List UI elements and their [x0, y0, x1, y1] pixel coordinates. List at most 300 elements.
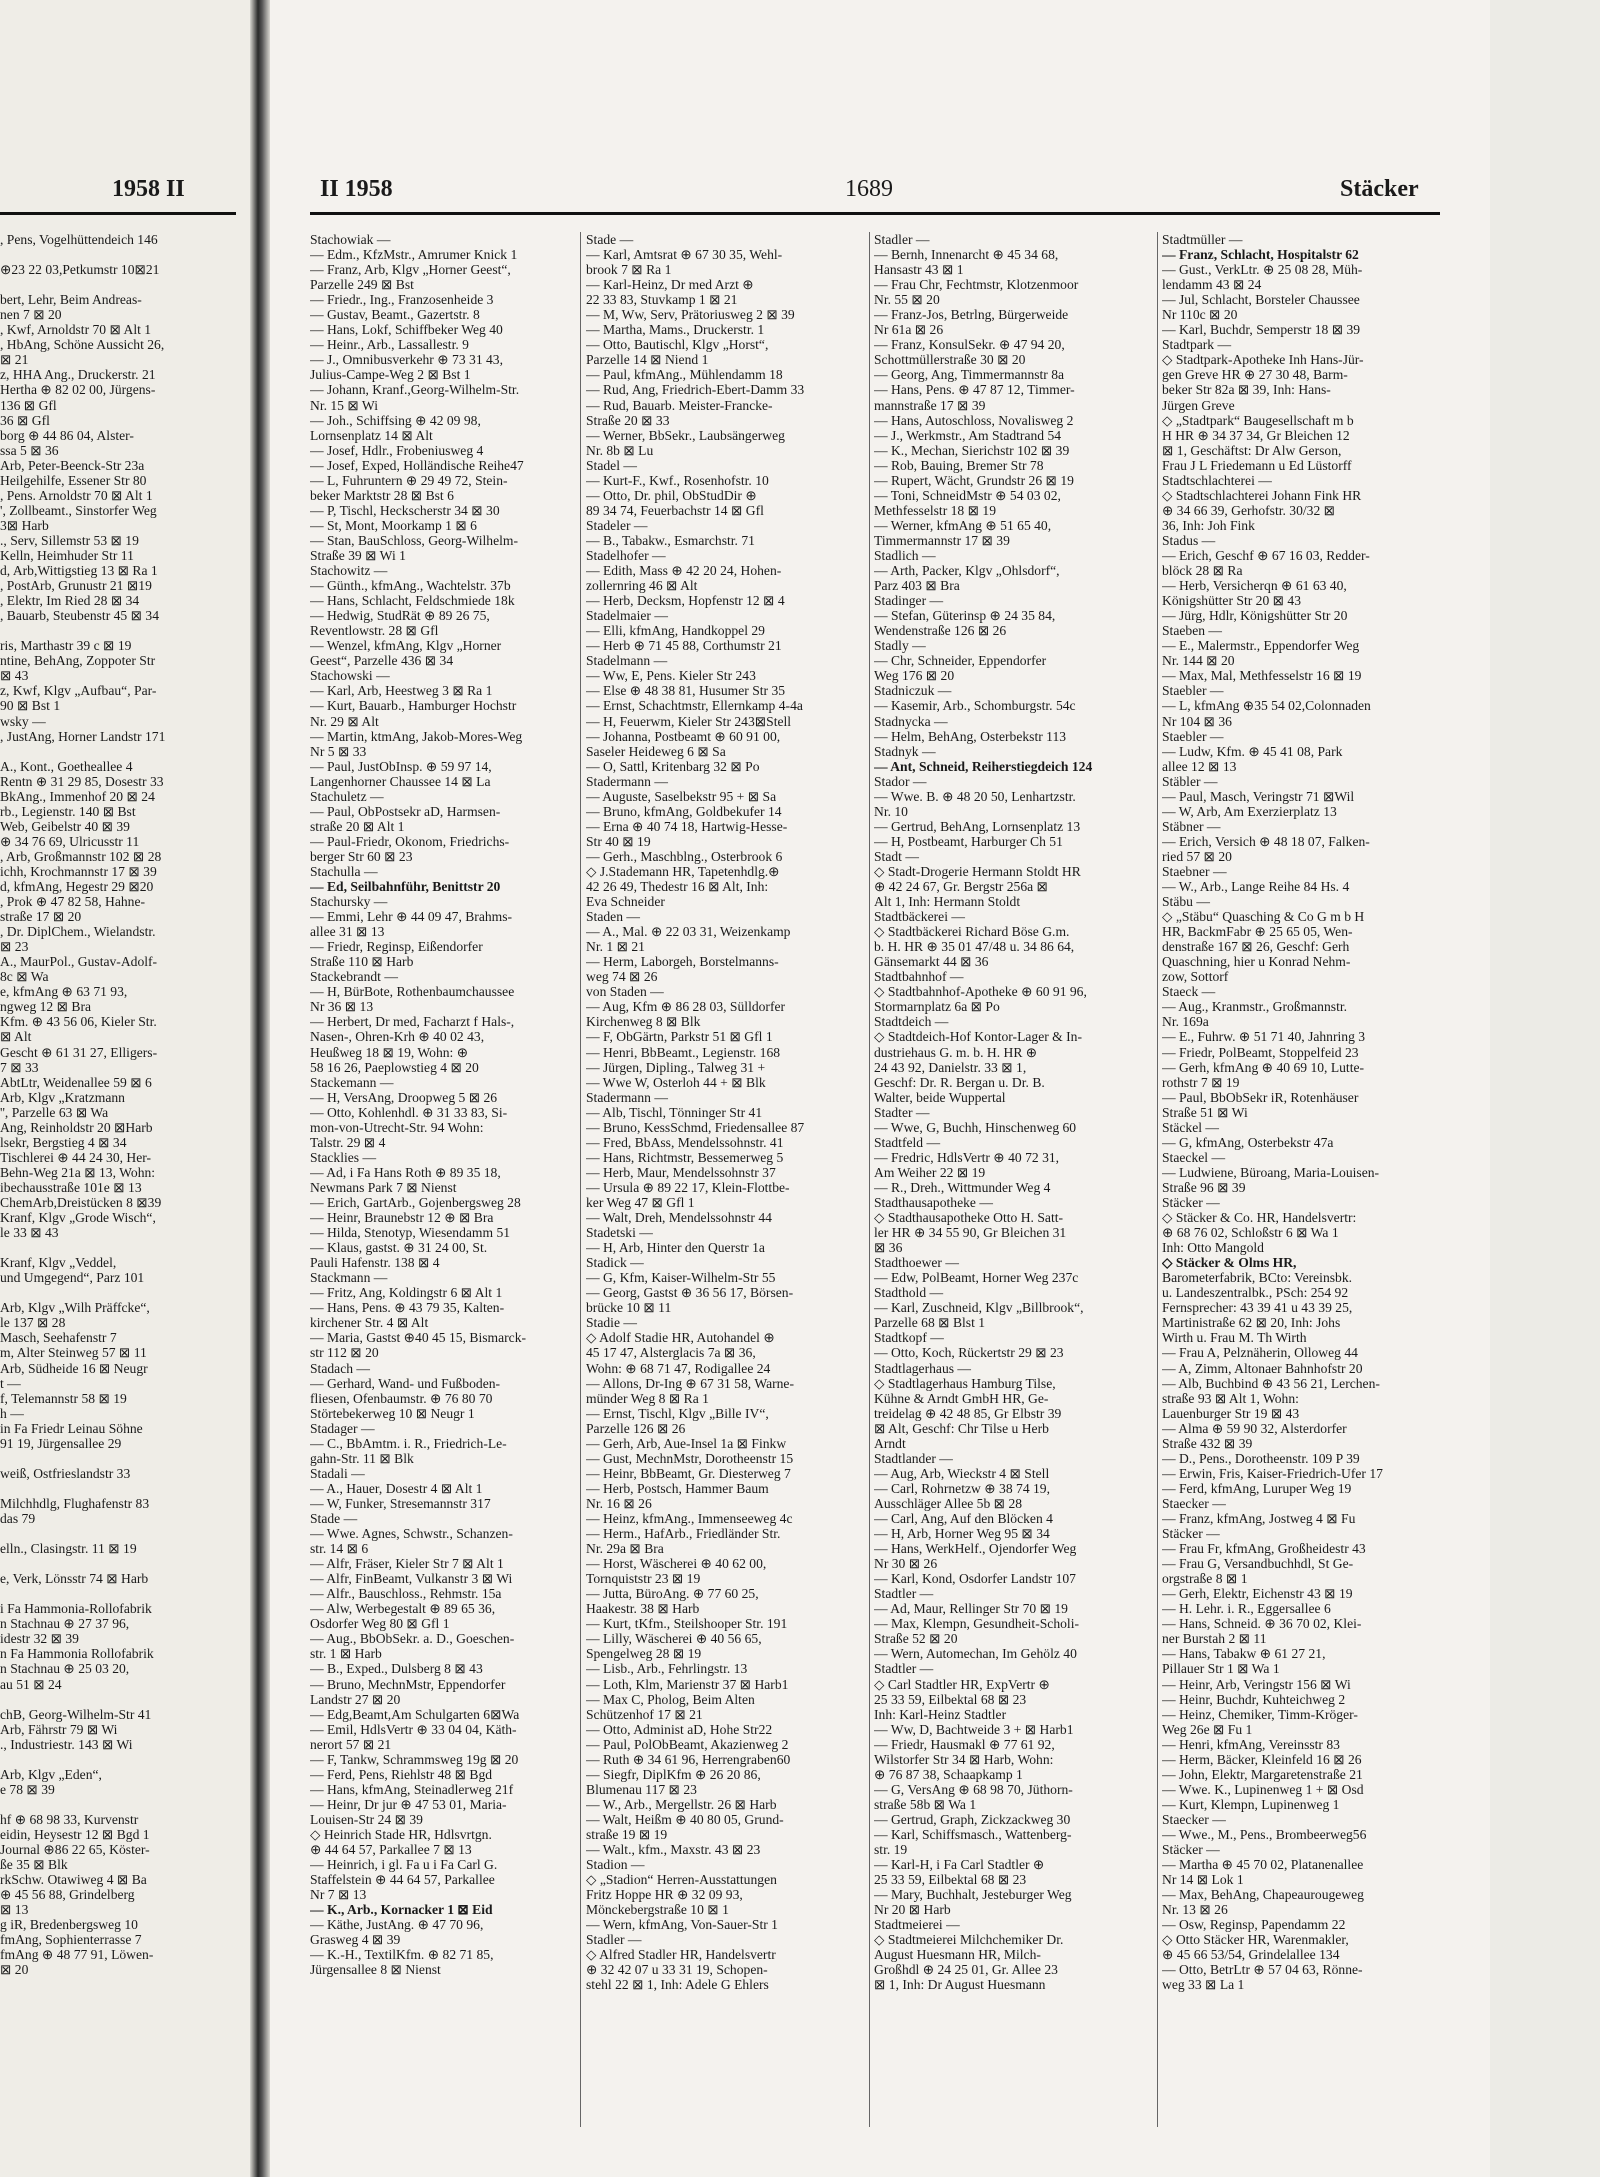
- directory-line: — Paul-Friedr, Okonom, Friedrichs-: [310, 833, 510, 849]
- directory-line: — Alb, Tischl, Tönninger Str 41: [586, 1104, 763, 1120]
- directory-line: dustriehaus G. m. b. H. HR ⊕: [874, 1044, 1038, 1060]
- directory-line: , Dr. DiplChem., Wielandstr.: [0, 924, 156, 940]
- directory-line: beker Str 82a ⊠ 39, Inh: Hans-: [1162, 382, 1331, 398]
- directory-line: Stäcker —: [1162, 1842, 1220, 1858]
- directory-line: — Wwe, G, Buchh, Hinschenweg 60: [874, 1119, 1077, 1135]
- directory-line: ⊠ 20: [0, 1962, 29, 1978]
- directory-line: — Hans, Schneid. ⊕ 36 70 02, Klei-: [1162, 1616, 1362, 1632]
- directory-line: gen Greve HR ⊕ 27 30 48, Barm-: [1162, 367, 1348, 383]
- directory-line: Nr. 29a ⊠ Bra: [586, 1541, 664, 1557]
- directory-line: e, kfmAng ⊕ 63 71 93,: [0, 984, 128, 1000]
- directory-line: ⊕ 34 66 39, Gerhofstr. 30/32 ⊠: [1162, 502, 1336, 518]
- directory-line: Martinistraße 62 ⊠ 20, Inh: Johs: [1162, 1315, 1341, 1331]
- directory-line: straße 58b ⊠ Wa 1: [874, 1796, 977, 1812]
- directory-line: , Arb, Großmannstr 102 ⊠ 28: [0, 848, 162, 864]
- directory-line: Stadtlagerhaus —: [874, 1360, 972, 1376]
- directory-line: Wohn: ⊕ 68 71 47, Rodigallee 24: [586, 1360, 771, 1376]
- directory-line: — Franz, Schlacht, Hospitalstr 62: [1162, 247, 1359, 263]
- directory-line: lsekr, Bergstieg 4 ⊠ 34: [0, 1134, 127, 1150]
- directory-line: [0, 1797, 236, 1812]
- directory-line: BkAng., Immenhof 20 ⊠ 24: [0, 788, 155, 804]
- directory-line: Staeck —: [1162, 984, 1216, 1000]
- directory-line: — W, Funker, Stresemannstr 317: [310, 1495, 491, 1511]
- directory-line: 36, Inh: Joh Fink: [1162, 517, 1255, 533]
- directory-line: Schützenhof 17 ⊠ 21: [586, 1706, 703, 1722]
- directory-line: — H. Lehr. i. R., Eggersallee 6: [1162, 1601, 1331, 1617]
- directory-line: — Gust, MechnMstr, Dorotheenstr 15: [586, 1450, 794, 1466]
- directory-line: Nr. 15 ⊠ Wi: [310, 397, 378, 413]
- directory-line: — Erich, Versich ⊕ 48 18 07, Falken-: [1162, 833, 1370, 849]
- directory-line: — Stefan, Güterinsp ⊕ 24 35 84,: [874, 608, 1056, 624]
- directory-line: — Alma ⊕ 59 90 32, Alsterdorfer: [1162, 1420, 1347, 1436]
- page-number: 1689: [845, 176, 893, 202]
- directory-line: — Otto, Administ aD, Hohe Str22: [586, 1721, 773, 1737]
- directory-line: mon-von-Utrecht-Str. 94 Wohn:: [310, 1119, 484, 1135]
- directory-line: — Loth, Klm, Marienstr 37 ⊠ Harb1: [586, 1676, 789, 1692]
- directory-line: 7 ⊠ 33: [0, 1059, 39, 1075]
- directory-line: ⊠ 13: [0, 1902, 29, 1918]
- directory-line: — Hans, Lokf, Schiffbeker Weg 40: [310, 322, 503, 338]
- directory-line: Stadthausapotheke —: [874, 1195, 993, 1210]
- directory-line: — Max C, Pholog, Beim Alten: [586, 1691, 755, 1707]
- directory-line: Stadinger —: [874, 593, 944, 609]
- directory-line: n Fa Hammonia Rollofabrik: [0, 1646, 154, 1662]
- directory-line: le 33 ⊠ 43: [0, 1225, 59, 1241]
- directory-line: — O, Sattl, Kritenbarg 32 ⊠ Po: [586, 758, 760, 774]
- directory-line: orgstraße 8 ⊠ 1: [1162, 1571, 1248, 1587]
- directory-line: Stachowitz —: [310, 563, 388, 579]
- directory-line: ssa 5 ⊠ 36: [0, 442, 59, 458]
- directory-line: straße 19 ⊠ 19: [586, 1826, 668, 1842]
- directory-line: — Karl, Schiffsmasch., Wattenberg-: [874, 1826, 1072, 1842]
- directory-line: 91 19, Jürgensallee 29: [0, 1435, 122, 1451]
- directory-line: — Heinz, Chemiker, Timm-Kröger-: [1162, 1706, 1358, 1722]
- directory-line: au 51 ⊠ 24: [0, 1676, 62, 1692]
- directory-line: — Heinr, Braunebstr 12 ⊕ ⊠ Bra: [310, 1210, 494, 1226]
- directory-line: — Otto, Bautischl, Klgv „Horst“,: [586, 337, 769, 353]
- directory-line: — Kurt-F., Kwf., Rosenhofstr. 10: [586, 472, 769, 488]
- directory-line: — Walt, Heißm ⊕ 40 80 05, Grund-: [586, 1811, 784, 1827]
- directory-line: — Bruno, MechnMstr, Eppendorfer: [310, 1676, 506, 1692]
- directory-line: ◇ „Stäbu“ Quasching & Co G m b H: [1162, 909, 1365, 925]
- directory-line: — Gerh, Arb, Aue-Insel 1a ⊠ Finkw: [586, 1435, 787, 1451]
- directory-line: — G, VersAng ⊕ 68 98 70, Jüthorn-: [874, 1781, 1073, 1797]
- directory-line: Quaschning, hier u Konrad Nehm-: [1162, 954, 1351, 970]
- directory-line: elln., Clasingstr. 11 ⊠ 19: [0, 1541, 137, 1557]
- directory-line: Stadeler —: [586, 517, 648, 533]
- directory-line: — Erich, GartArb., Gojenbergsweg 28: [310, 1195, 521, 1210]
- directory-line: Fritz Hoppe HR ⊕ 32 09 93,: [586, 1887, 743, 1903]
- directory-line: Methfesselstr 18 ⊠ 19: [874, 502, 997, 518]
- directory-line: Osdorfer Weg 80 ⊠ Gfl 1: [310, 1616, 450, 1632]
- directory-line: — Martha ⊕ 45 70 02, Platanenallee: [1162, 1857, 1364, 1873]
- directory-line: ◇ Stadtbahnhof-Apotheke ⊕ 60 91 96,: [874, 984, 1087, 1000]
- directory-line: — St, Mont, Moorkamp 1 ⊠ 6: [310, 517, 477, 533]
- directory-line: Stadtmeierei —: [874, 1917, 960, 1933]
- directory-line: Str 40 ⊠ 19: [586, 833, 651, 849]
- directory-line: bert, Lehr, Beim Andreas-: [0, 292, 142, 308]
- directory-line: wsky —: [0, 713, 46, 729]
- directory-line: Staeckel —: [1162, 1149, 1226, 1165]
- directory-line: Wilstorfer Str 34 ⊠ Harb, Wohn:: [874, 1751, 1054, 1767]
- directory-line: — Henri, BbBeamt., Legienstr. 168: [586, 1044, 781, 1060]
- directory-line: 25 33 59, Eilbektal 68 ⊠ 23: [874, 1691, 1027, 1707]
- directory-line: — R., Dreh., Wittmunder Weg 4: [874, 1179, 1051, 1195]
- directory-line: — H, VersAng, Droopweg 5 ⊠ 26: [310, 1089, 498, 1105]
- directory-line: [0, 1556, 236, 1571]
- directory-line: Stadtbäckerei —: [874, 909, 965, 925]
- directory-line: — K.-H., TextilKfm. ⊕ 82 71 85,: [310, 1947, 494, 1963]
- right-page-header-left: II 1958: [320, 176, 393, 202]
- directory-line: ker Weg 47 ⊠ Gfl 1: [586, 1195, 695, 1210]
- directory-line: — E., Malermstr., Eppendorfer Weg: [1162, 638, 1360, 654]
- directory-line: Hansastr 43 ⊠ 1: [874, 262, 964, 278]
- directory-line: Staebner —: [1162, 863, 1227, 879]
- directory-line: ◇ Stadtdeich-Hof Kontor-Lager & In-: [874, 1029, 1082, 1045]
- directory-line: Stadniczuk —: [874, 683, 952, 699]
- directory-line: Milchhdlg, Flughafenstr 83: [0, 1495, 150, 1511]
- directory-line: — Otto, Koch, Rückertstr 29 ⊠ 23: [874, 1345, 1064, 1361]
- directory-line: Parzelle 14 ⊠ Niend 1: [586, 352, 709, 368]
- directory-line: — Georg, Ang, Timmermannstr 8a: [874, 367, 1065, 383]
- directory-line: Staffelstein ⊕ 44 64 57, Parkallee: [310, 1872, 495, 1888]
- directory-line: — Ruth ⊕ 34 61 96, Herrengraben60: [586, 1751, 791, 1767]
- directory-line: — John, Elektr, Margaretenstraße 21: [1162, 1766, 1363, 1782]
- directory-line: — Klaus, gastst. ⊕ 31 24 00, St.: [310, 1240, 488, 1256]
- directory-line: Newmans Park 7 ⊠ Nienst: [310, 1179, 457, 1195]
- directory-line: [0, 1692, 236, 1707]
- directory-line: — Alw, Werbegestalt ⊕ 89 65 36,: [310, 1601, 496, 1617]
- directory-line: Eva Schneider: [586, 894, 665, 910]
- directory-line: — Alb, Buchbind ⊕ 43 56 21, Lerchen-: [1162, 1375, 1380, 1391]
- directory-line: — Henri, kfmAng, Vereinsstr 83: [1162, 1736, 1340, 1752]
- directory-line: ⊠ 36: [874, 1240, 903, 1256]
- directory-line: weiß, Ostfrieslandstr 33: [0, 1465, 131, 1481]
- directory-line: — H, BürBote, Rothenbaumchaussee: [310, 984, 515, 1000]
- directory-line: — A., Hauer, Dosestr 4 ⊠ Alt 1: [310, 1480, 483, 1496]
- directory-line: Stadler —: [586, 1932, 642, 1948]
- directory-line: Nr 36 ⊠ 13: [310, 999, 374, 1015]
- directory-line: — Heinr, Arb, Veringstr 156 ⊠ Wi: [1162, 1676, 1351, 1692]
- directory-line: — Osw, Reginsp, Papendamm 22: [1162, 1917, 1346, 1933]
- directory-line: ler HR ⊕ 34 55 90, Gr Bleichen 31: [874, 1225, 1067, 1241]
- directory-line: — Alfr, Fräser, Kieler Str 7 ⊠ Alt 1: [310, 1556, 504, 1572]
- directory-line: Nr 7 ⊠ 13: [310, 1887, 367, 1903]
- directory-line: — Siegfr, DiplKfm ⊕ 26 20 86,: [586, 1766, 761, 1782]
- directory-line: — Ludw, Kfm. ⊕ 45 41 08, Park: [1162, 743, 1343, 759]
- directory-line: — Karl, Amtsrat ⊕ 67 30 35, Wehl-: [586, 247, 783, 263]
- directory-line: — F, Tankw, Schrammsweg 19g ⊠ 20: [310, 1751, 519, 1767]
- directory-line: — Friedr, Hausmakl ⊕ 77 61 92,: [874, 1736, 1055, 1752]
- directory-line: — Heinrich, i gl. Fa u i Fa Carl G.: [310, 1857, 498, 1873]
- directory-line: — Gust., VerkLtr. ⊕ 25 08 28, Müh-: [1162, 262, 1363, 278]
- directory-line: idestr 32 ⊠ 39: [0, 1631, 79, 1647]
- directory-line: Ang, Reinholdstr 20 ⊠Harb: [0, 1119, 153, 1135]
- directory-line: ⊠ Alt: [0, 1029, 32, 1045]
- directory-line: 25 33 59, Eilbektal 68 ⊠ 23: [874, 1872, 1027, 1888]
- directory-line: — Gustav, Beamt., Gazertstr. 8: [310, 307, 480, 323]
- directory-line: [0, 1481, 236, 1496]
- directory-line: str. 1 ⊠ Harb: [310, 1646, 382, 1662]
- directory-line: — W, Arb, Am Exerzierplatz 13: [1162, 803, 1337, 819]
- directory-line: ibechausstraße 101e ⊠ 13: [0, 1179, 142, 1195]
- directory-line: — Franz, kfmAng, Jostweg 4 ⊠ Fu: [1162, 1510, 1356, 1526]
- directory-line: — Martha, Mams., Druckerstr. 1: [586, 322, 765, 338]
- directory-line: — Emmi, Lehr ⊕ 44 09 47, Brahms-: [310, 909, 513, 925]
- directory-line: — Emil, HdlsVertr ⊕ 33 04 04, Käth-: [310, 1721, 517, 1737]
- directory-line: ◇ Adolf Stadie HR, Autohandel ⊕: [586, 1330, 775, 1346]
- directory-line: Kranf, Klgv „Veddel,: [0, 1255, 117, 1271]
- directory-line: , Kwf, Arnoldstr 70 ⊠ Alt 1: [0, 322, 152, 338]
- directory-line: Stadnycka —: [874, 713, 948, 729]
- directory-line: — Aug, Kfm ⊕ 86 28 03, Sülldorfer: [586, 999, 786, 1015]
- directory-line: rb., Legienstr. 140 ⊠ Bst: [0, 803, 136, 819]
- directory-line: — Rud, Ang, Friedrich-Ebert-Damm 33: [586, 382, 805, 398]
- directory-line: — Wwe., M., Pens., Brombeerweg56: [1162, 1826, 1367, 1842]
- directory-line: Stachuletz —: [310, 788, 384, 804]
- directory-line: hf ⊕ 68 98 33, Kurvenstr: [0, 1811, 139, 1827]
- directory-line: — B., Tabakw., Esmarchstr. 71: [586, 532, 755, 548]
- directory-line: , HbAng, Schöne Aussicht 26,: [0, 337, 165, 353]
- directory-line: Jürgen Greve: [1162, 397, 1235, 413]
- directory-line: Nr. 13 ⊠ 26: [1162, 1902, 1228, 1918]
- directory-line: — Gertrud, Graph, Zickzackweg 30: [874, 1811, 1071, 1827]
- directory-line: 90 ⊠ Bst 1: [0, 698, 61, 714]
- directory-line: — Jutta, BüroAng. ⊕ 77 60 25,: [586, 1586, 759, 1602]
- directory-line: Nr. 16 ⊠ 26: [586, 1495, 652, 1511]
- directory-line: m, Alter Steinweg 57 ⊠ 11: [0, 1345, 147, 1361]
- directory-line: — G, kfmAng, Osterbekstr 47a: [1162, 1134, 1334, 1150]
- directory-line: Reventlowstr. 28 ⊠ Gfl: [310, 623, 439, 639]
- directory-line: — Bernh, Innenarcht ⊕ 45 34 68,: [874, 247, 1059, 263]
- directory-line: — Karl, Zuschneid, Klgv „Billbrook“,: [874, 1300, 1084, 1316]
- directory-line: gahn-Str. 11 ⊠ Blk: [310, 1450, 414, 1466]
- directory-line: — Ursula ⊕ 89 22 17, Klein-Flottbe-: [586, 1179, 790, 1195]
- directory-line: — G, Kfm, Kaiser-Wilhelm-Str 55: [586, 1270, 776, 1286]
- directory-line: [0, 247, 236, 262]
- directory-line: — Jul, Schlacht, Borsteler Chaussee: [1162, 292, 1360, 308]
- directory-line: straße 93 ⊠ Alt 1, Wohn:: [1162, 1390, 1299, 1406]
- directory-line: Stadermann —: [586, 1089, 668, 1105]
- directory-line: — Edw, PolBeamt, Horner Weg 237c: [874, 1270, 1079, 1286]
- directory-line: [0, 1586, 236, 1601]
- left-page: [0, 0, 250, 2177]
- directory-line: — B., Exped., Dulsberg 8 ⊠ 43: [310, 1661, 483, 1677]
- directory-line: Stackemann —: [310, 1074, 394, 1090]
- directory-line: — Fredric, HdlsVertr ⊕ 40 72 31,: [874, 1149, 1060, 1165]
- directory-line: Stadtkopf —: [874, 1330, 944, 1346]
- directory-line: 89 34 74, Feuerbachstr 14 ⊠ Gfl: [586, 502, 764, 518]
- directory-line: — Gerh, Elektr, Eichenstr 43 ⊠ 19: [1162, 1586, 1353, 1602]
- directory-line: Stadtpark —: [1162, 337, 1232, 353]
- directory-line: August Huesmann HR, Milch-: [874, 1947, 1041, 1963]
- directory-line: Stäcker —: [1162, 1195, 1220, 1210]
- directory-line: — Friedr., Ing., Franzosenheide 3: [310, 292, 494, 308]
- directory-line: Staebler —: [1162, 683, 1224, 699]
- directory-line: Nr 110c ⊠ 20: [1162, 307, 1238, 323]
- directory-line: — Walt., kfm., Maxstr. 43 ⊠ 23: [586, 1842, 761, 1858]
- directory-line: Stadetski —: [586, 1225, 653, 1241]
- directory-line: ◇ Stadtpark-Apotheke Inh Hans-Jür-: [1162, 352, 1364, 368]
- directory-line: ChemArb,Dreistücken 8 ⊠39: [0, 1195, 162, 1210]
- directory-line: ⊠ Alt, Geschf: Chr Tilse u Herb: [874, 1420, 1049, 1436]
- directory-line: nen 7 ⊠ 20: [0, 307, 62, 323]
- directory-line: ◇ Stäcker & Olms HR,: [1162, 1255, 1297, 1271]
- directory-line: — Allons, Dr-Ing ⊕ 67 31 58, Warne-: [586, 1375, 794, 1391]
- directory-line: ., Industriestr. 143 ⊠ Wi: [0, 1736, 133, 1752]
- directory-line: — Bruno, kfmAng, Goldbekufer 14: [586, 803, 782, 819]
- directory-line: ◇ Stadtmeierei Milchchemiker Dr.: [874, 1932, 1064, 1948]
- directory-line: Königshütter Str 20 ⊠ 43: [1162, 593, 1302, 609]
- directory-line: Walter, beide Wuppertal: [874, 1089, 1006, 1105]
- directory-line: Am Weiher 22 ⊠ 19: [874, 1164, 986, 1180]
- directory-line: — Wwe. Agnes, Schwstr., Schanzen-: [310, 1526, 513, 1542]
- directory-line: Heilgehilfe, Essener Str 80: [0, 472, 147, 488]
- directory-line: — Wern, Automechan, Im Gehölz 40: [874, 1646, 1077, 1662]
- directory-line: e, Verk, Lönsstr 74 ⊠ Harb: [0, 1571, 149, 1587]
- directory-line: Nr. 10: [874, 803, 908, 819]
- directory-line: — Otto, Kohlenhdl. ⊕ 31 33 83, Si-: [310, 1104, 508, 1120]
- directory-line: ⊕ 44 64 57, Parkallee 7 ⊠ 13: [310, 1842, 472, 1858]
- directory-line: ngweg 12 ⊠ Bra: [0, 999, 92, 1015]
- directory-line: — Ww, D, Bachtweide 3 + ⊠ Harb1: [874, 1721, 1074, 1737]
- directory-line: — Heinz, kfmAng., Immenseeweg 4c: [586, 1510, 793, 1526]
- directory-line: — Ernst, Tischl, Klgv „Bille IV“,: [586, 1405, 769, 1421]
- directory-line: — Alfr, FinBeamt, Vulkanstr 3 ⊠ Wi: [310, 1571, 513, 1587]
- directory-line: Geest“, Parzelle 436 ⊠ 34: [310, 653, 454, 669]
- directory-line: — Hans, kfmAng, Steinadlerweg 21f: [310, 1781, 514, 1797]
- directory-line: Jürgensallee 8 ⊠ Nienst: [310, 1962, 441, 1978]
- directory-line: , Prok ⊕ 47 82 58, Hahne-: [0, 894, 146, 910]
- directory-line: — H, Arb, Hinter den Querstr 1a: [586, 1240, 765, 1256]
- directory-line: blöck 28 ⊠ Ra: [1162, 563, 1243, 579]
- directory-line: — Jürgen, Dipling., Talweg 31 +: [586, 1059, 766, 1075]
- directory-line: — H, Postbeamt, Harburger Ch 51: [874, 833, 1063, 849]
- directory-line: Geschf: Dr. R. Bergan u. Dr. B.: [874, 1074, 1045, 1090]
- directory-line: Stadick —: [586, 1255, 644, 1271]
- directory-line: berger Str 60 ⊠ 23: [310, 848, 413, 864]
- directory-line: — Maria, Gastst ⊕40 45 15, Bismarck-: [310, 1330, 527, 1346]
- directory-line: — H, Feuerwm, Kieler Str 243⊠Stell: [586, 713, 792, 729]
- directory-line: — Ludwiene, Büroang, Maria-Louisen-: [1162, 1164, 1380, 1180]
- directory-line: i Fa Hammonia-Rollofabrik: [0, 1601, 152, 1617]
- directory-line: — Franz, KonsulSekr. ⊕ 47 94 20,: [874, 337, 1065, 353]
- directory-line: Stadtbahnhof —: [874, 969, 964, 985]
- directory-line: Nr. 8b ⊠ Lu: [586, 442, 654, 458]
- directory-line: Nr. 55 ⊠ 20: [874, 292, 940, 308]
- directory-line: ◇ Alfred Stadler HR, Handelsvertr: [586, 1947, 776, 1963]
- directory-line: Straße 51 ⊠ Wi: [1162, 1104, 1248, 1120]
- directory-line: — Gerh., Maschblng., Osterbrook 6: [586, 848, 783, 864]
- directory-line: — Ad, i Fa Hans Roth ⊕ 89 35 18,: [310, 1164, 501, 1180]
- directory-line: ◇ Heinrich Stade HR, Hdlsvrtgn.: [310, 1826, 492, 1842]
- directory-line: — E., Fuhrw. ⊕ 51 71 40, Jahnring 3: [1162, 1029, 1366, 1045]
- directory-line: Kelln, Heimhuder Str 11: [0, 547, 134, 563]
- directory-line: von Staden —: [586, 984, 664, 1000]
- directory-line: u. Landeszentralbk., PSch: 254 92: [1162, 1285, 1349, 1301]
- directory-line: Wendenstraße 126 ⊠ 26: [874, 623, 1007, 639]
- directory-line: Straße 20 ⊠ 33: [586, 412, 670, 428]
- directory-line: — Wwe W, Osterloh 44 + ⊠ Blk: [586, 1074, 766, 1090]
- directory-line: — Erich, Geschf ⊕ 67 16 03, Redder-: [1162, 547, 1370, 563]
- directory-line: Nr 30 ⊠ 26: [874, 1556, 938, 1572]
- directory-line: Stachowski —: [310, 668, 390, 684]
- directory-line: [0, 1752, 236, 1767]
- directory-line: — Paul, PolObBeamt, Akazienweg 2: [586, 1736, 789, 1752]
- directory-line: — Gerhard, Wand- und Fußboden-: [310, 1375, 501, 1391]
- directory-line: — Hans, Pens. ⊕ 47 87 12, Timmer-: [874, 382, 1075, 398]
- directory-line: — Wwe. B. ⊕ 48 20 50, Lenhartzstr.: [874, 788, 1076, 804]
- directory-line: Störtebekerweg 10 ⊠ Neugr 1: [310, 1405, 475, 1421]
- directory-line: Stadtmüller —: [1162, 232, 1243, 247]
- directory-line: Kfm. ⊕ 43 56 06, Kieler Str.: [0, 1014, 157, 1030]
- left-page-column: [0, 232, 236, 1977]
- directory-line: weg 33 ⊠ La 1: [1162, 1977, 1245, 1993]
- directory-line: Großhdl ⊕ 24 25 01, Gr. Allee 23: [874, 1962, 1058, 1978]
- directory-line: — C., BbAmtm. i. R., Friedrich-Le-: [310, 1435, 507, 1451]
- directory-line: Parzelle 68 ⊠ Blst 1: [874, 1315, 986, 1331]
- directory-line: A., MaurPol., Gustav-Adolf-: [0, 954, 158, 970]
- directory-line: Arndt: [874, 1435, 906, 1451]
- directory-line: fliesen, Ofenbaumstr. ⊕ 76 80 70: [310, 1390, 493, 1406]
- directory-line: — Johanna, Postbeamt ⊕ 60 91 00,: [586, 728, 781, 744]
- directory-line: ried 57 ⊠ 20: [1162, 848, 1232, 864]
- directory-line: n Stachnau ⊕ 27 37 96,: [0, 1616, 130, 1632]
- directory-line: z, HHA Ang., Druckerstr. 21: [0, 367, 156, 383]
- directory-line: — M, Ww, Serv, Prätoriusweg 2 ⊠ 39: [586, 307, 795, 323]
- directory-line: — Wenzel, kfmAng, Klgv „Horner: [310, 638, 502, 654]
- directory-line: Stäcker —: [1162, 1526, 1220, 1542]
- directory-line: Staden —: [586, 909, 640, 925]
- directory-line: — Franz-Jos, Betrlng, Bürgerweide: [874, 307, 1069, 323]
- directory-line: — Karl-H, i Fa Carl Stadtler ⊕: [874, 1857, 1045, 1873]
- column-divider: [1157, 232, 1158, 2127]
- left-header-rule: [0, 212, 236, 215]
- directory-line: Staebler —: [1162, 728, 1224, 744]
- directory-line: — Franz, Arb, Klgv „Horner Geest“,: [310, 262, 511, 278]
- directory-line: Nr. 29 ⊠ Alt: [310, 713, 379, 729]
- directory-line: — Arth, Packer, Klgv „Ohlsdorf“,: [874, 563, 1060, 579]
- directory-line: Stadelhofer —: [586, 547, 666, 563]
- directory-line: straße 20 ⊠ Alt 1: [310, 818, 405, 834]
- directory-line: Stadtler —: [874, 1586, 934, 1602]
- directory-line: — Kurt, Bauarb., Hamburger Hochstr: [310, 698, 517, 714]
- directory-line: , Pens, Vogelhüttendeich 146: [0, 232, 158, 247]
- directory-line: Stacklies —: [310, 1149, 377, 1165]
- directory-line: Straße 432 ⊠ 39: [1162, 1435, 1253, 1451]
- directory-line: — Wern, kfmAng, Von-Sauer-Str 1: [586, 1917, 778, 1933]
- directory-line: — Fritz, Ang, Koldingstr 6 ⊠ Alt 1: [310, 1285, 503, 1301]
- directory-line: g iR, Bredenbergsweg 10: [0, 1917, 138, 1933]
- directory-line: ◇ Stadtbäckerei Richard Böse G.m.: [874, 924, 1070, 940]
- directory-line: borg ⊕ 44 86 04, Alster-: [0, 427, 134, 443]
- directory-line: — Käthe, JustAng. ⊕ 47 70 96,: [310, 1917, 484, 1933]
- directory-column-3: [874, 232, 1152, 1992]
- directory-line: — Herb, Versicherqn ⊕ 61 63 40,: [1162, 578, 1347, 594]
- directory-line: — Joh., Schiffsing ⊕ 42 09 98,: [310, 412, 481, 428]
- directory-line: Stadtfeld —: [874, 1134, 941, 1150]
- directory-line: ', Zollbeamt., Sinstorfer Weg: [0, 502, 157, 518]
- directory-line: ., Serv, Sillemstr 53 ⊠ 19: [0, 532, 139, 548]
- directory-line: ⊠ 1, Inh: Dr August Huesmann: [874, 1977, 1046, 1993]
- directory-line: str. 19: [874, 1842, 908, 1858]
- page-edge-margin: [1490, 0, 1600, 2177]
- directory-line: Stadtlander —: [874, 1450, 953, 1466]
- directory-line: — Ad, Maur, Rellinger Str 70 ⊠ 19: [874, 1601, 1068, 1617]
- directory-line: le 137 ⊠ 28: [0, 1315, 66, 1331]
- directory-line: — Ferd, kfmAng, Luruper Weg 19: [1162, 1480, 1352, 1496]
- directory-line: Arb, Fährstr 79 ⊠ Wi: [0, 1721, 118, 1737]
